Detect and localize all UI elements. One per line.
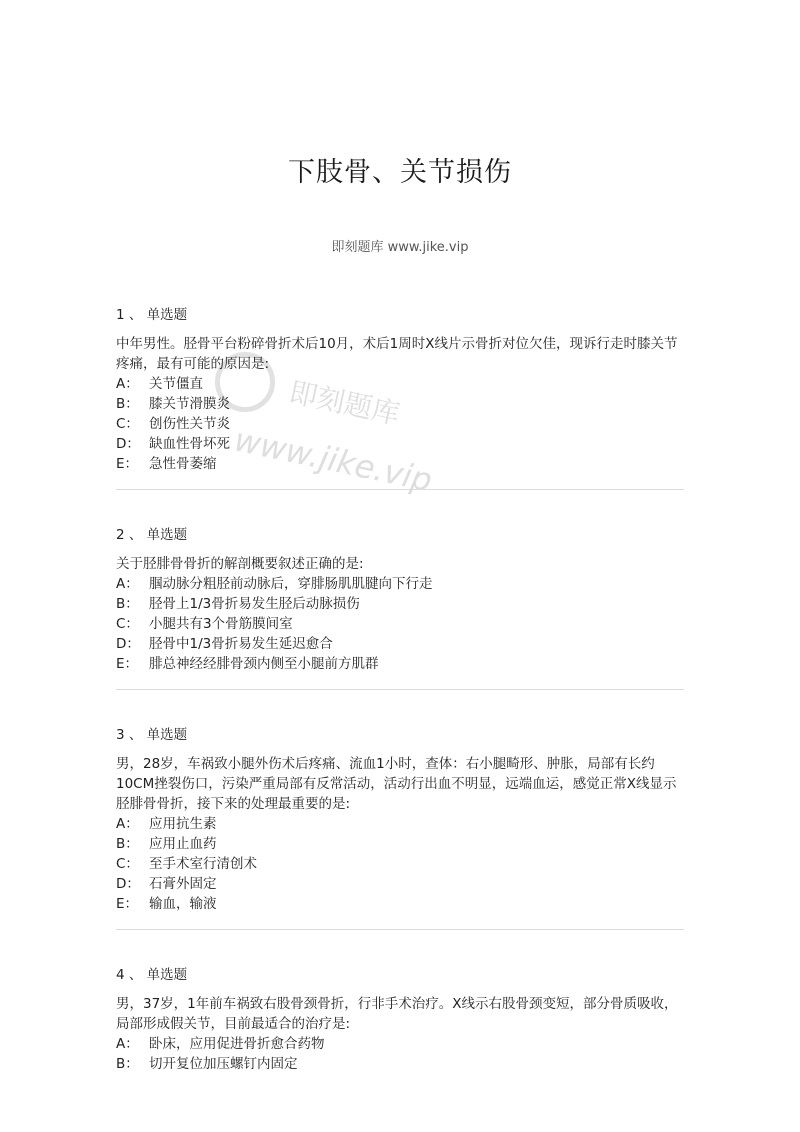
option-text: 腓总神经经腓骨颈内侧至小腿前方肌群 [149,656,379,672]
option-letter: E： [116,656,139,672]
option-text: 应用抗生素 [149,816,217,832]
option-d[interactable] [116,874,684,894]
option-text: 卧床，应用促进骨折愈合药物 [149,1036,325,1052]
option-text: 胫骨上1/3骨折易发生胫后动脉损伤 [149,596,360,612]
page-subtitle: 即刻题库 www.jike.vip [331,240,469,255]
question-3 [116,725,684,914]
option-letter: C： [116,856,139,872]
option-d[interactable] [116,634,684,654]
question-divider [116,689,684,690]
option-text: 膝关节滑膜炎 [149,396,230,412]
option-a[interactable] [116,374,684,394]
option-text: 缺血性骨坏死 [149,436,230,452]
option-letter: B： [116,1056,139,1072]
question-stem: 关于胫腓骨骨折的解剖概要叙述正确的是: [116,556,364,572]
option-text: 应用止血药 [149,836,217,852]
question-stem: 男，28岁，车祸致小腿外伤术后疼痛、流血1小时，查体：右小腿畸形、肿胀，局部有长约10CM挫裂伤口，污染严重局部有反常活动，活动行出血不明显，远端血运，感觉正常X线显示胫腓骨骨折，接下来的处理最重要的是: [116,756,677,812]
question-stem: 男，37岁，1年前车祸致右股骨颈骨折，行非手术治疗。X线示右股骨颈变短，部分骨质吸收，局部形成假关节，目前最适合的治疗是: [116,996,678,1032]
option-d[interactable] [116,434,684,454]
watermark-url-text: www.jike.vip [231,420,436,500]
question-4 [116,965,684,1074]
option-c[interactable] [116,614,684,634]
question-divider [116,489,684,490]
option-letter: C： [116,616,139,632]
option-b[interactable] [116,834,684,854]
option-text: 急性骨萎缩 [149,456,217,472]
option-a[interactable] [116,814,684,834]
option-letter: D： [116,636,140,652]
question-header: 1 、 单选题 [116,307,188,323]
option-text: 石膏外固定 [149,876,217,892]
option-b[interactable] [116,394,684,414]
option-letter: B： [116,396,139,412]
option-letter: A： [116,376,139,392]
option-c[interactable] [116,414,684,434]
option-b[interactable] [116,1054,684,1074]
option-b[interactable] [116,594,684,614]
question-divider [116,929,684,930]
watermark-cn-text: 即刻题库 [286,375,403,431]
page-title: 下肢骨、关节损伤 [288,157,512,188]
option-text: 输血，输液 [149,896,217,912]
option-letter: E： [116,456,139,472]
option-text: 创伤性关节炎 [149,416,230,432]
question-header: 4 、 单选题 [116,967,188,983]
option-e[interactable] [116,454,684,474]
option-c[interactable] [116,854,684,874]
question-stem: 中年男性。胫骨平台粉碎骨折术后10月，术后1周时X线片示骨折对位欠佳，现诉行走时膝关节疼痛，最有可能的原因是: [116,336,678,372]
option-letter: A： [116,1036,139,1052]
option-letter: A： [116,816,139,832]
option-text: 至手术室行清创术 [149,856,257,872]
option-letter: C： [116,416,139,432]
option-letter: D： [116,876,140,892]
question-2 [116,525,684,674]
option-letter: A： [116,576,139,592]
option-letter: E： [116,896,139,912]
question-1 [116,305,684,474]
option-text: 切开复位加压螺钉内固定 [149,1056,298,1072]
question-header: 3 、 单选题 [116,727,188,743]
option-e[interactable] [116,894,684,914]
option-text: 腘动脉分粗胫前动脉后，穿腓肠肌肌腱向下行走 [149,576,433,592]
option-letter: B： [116,836,139,852]
option-e[interactable] [116,654,684,674]
option-text: 胫骨中1/3骨折易发生延迟愈合 [149,636,333,652]
option-letter: B： [116,596,139,612]
option-a[interactable] [116,1034,684,1054]
option-text: 小腿共有3个骨筋膜间室 [149,616,293,632]
question-header: 2 、 单选题 [116,527,188,543]
option-text: 关节僵直 [149,376,203,392]
option-a[interactable] [116,574,684,594]
option-letter: D： [116,436,140,452]
